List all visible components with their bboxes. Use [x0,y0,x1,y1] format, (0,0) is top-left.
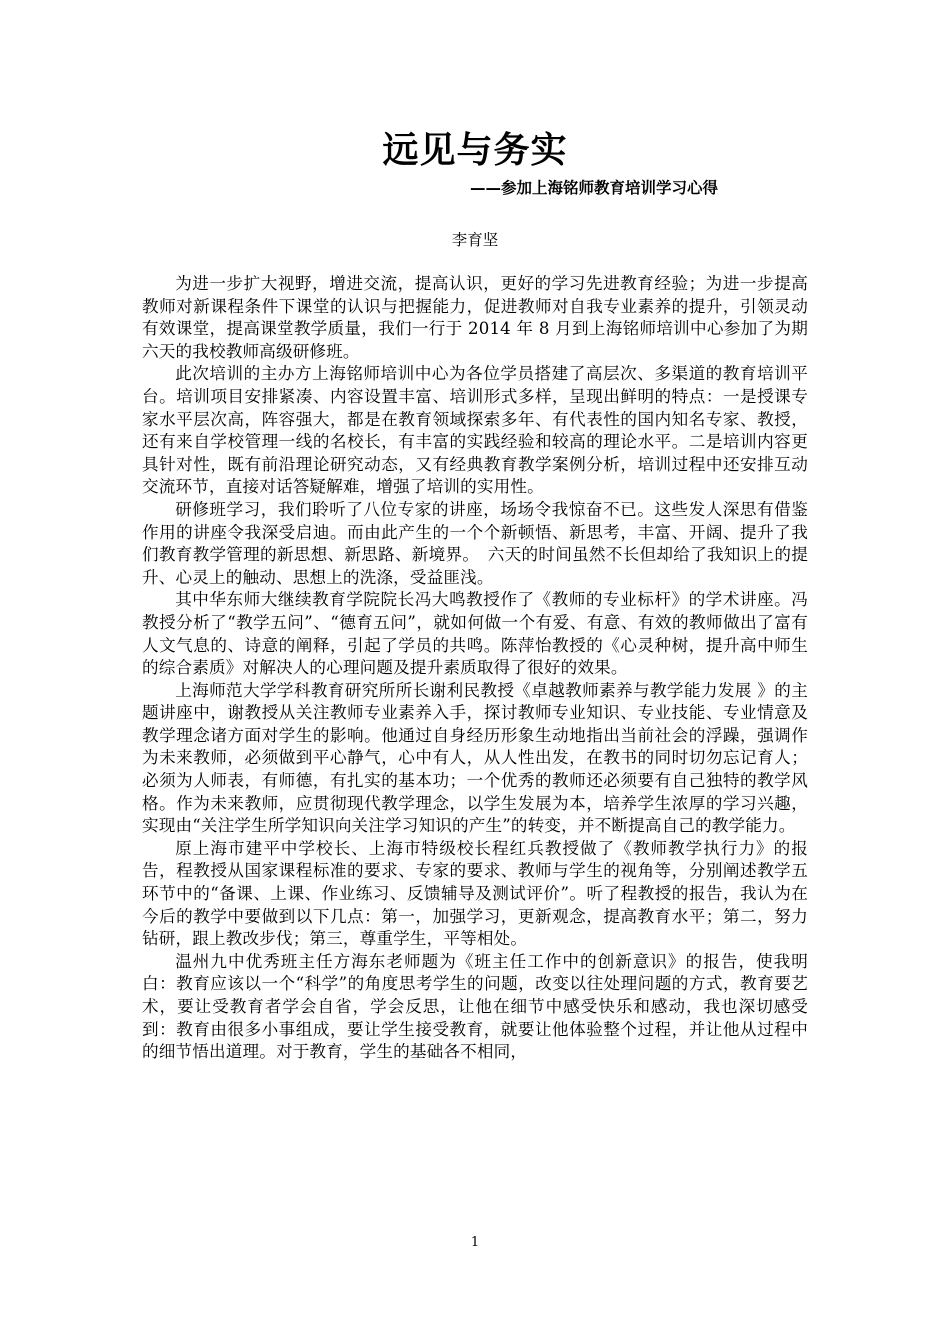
document-body [142,273,808,1064]
page-number: 1 [470,1235,480,1250]
paragraph: 上海师范大学学科教育研究所所长谢利民教授《卓越教师素养与教学能力发展 》的主题讲座中，谢教授从关注教师专业素养入手，探讨教师专业知识、专业技能、专业情意及教学理念诸方面对学生的影响。他通过自身经历形象生动地指出当前社会的浮躁，强调作为未来教师，必须做到平心静气，心中有人，从人性出发，在教书的同时切勿忘记育人；必须为人师表，有师德，有扎实的基本功；一个优秀的教师还必须要有自己独特的教学风格。作为未来教师，应贯彻现代教学理念，以学生发展为本，培养学生浓厚的学习兴趣，实现由“关注学生所学知识向关注学习知识的产生”的转变，并不断提高自己的教学能力。 [142,680,808,836]
paragraph: 此次培训的主办方上海铭师培训中心为各位学员搭建了高层次、多渠道的教育培训平台。培训项目安排紧凑、内容设置丰富、培训形式多样，呈现出鲜明的特点：一是授课专家水平层次高，阵容强大，都是在教育领域探索多年、有代表性的国内知名专家、教授，还有来自学校管理一线的名校长，有丰富的实践经验和较高的理论水平。二是培训内容更具针对性，既有前沿理论研究动态，又有经典教育教学案例分析，培训过程中还安排互动交流环节，直接对话答疑解难，增强了培训的实用性。 [142,364,808,497]
document-subtitle: ——参加上海铭师教育培训学习心得 [470,179,719,197]
paragraph: 原上海市建平中学校长、上海市特级校长程红兵教授做了《教师教学执行力》的报告，程教授从国家课程标准的要求、专家的要求、教师与学生的视角等，分别阐述教学五环节中的“备课、上课、作业练习、反馈辅导及测试评价”。听了程教授的报告，我认为在今后的教学中要做到以下几点：第一，加强学习，更新观念，提高教育水平；第二，努力钻研，跟上教改步伐；第三，尊重学生，平等相处。 [142,838,808,949]
paragraph: 温州九中优秀班主任方海东老师题为《班主任工作中的创新意识》的报告，使我明白：教育应该以一个“科学”的角度思考学生的问题，改变以往处理问题的方式，教育要艺术，要让受教育者学会自省，学会反思，让他在细节中感受快乐和感动，我也深切感受到：教育由很多小事组成，要让学生接受教育，就要让他体验整个过程，并让他从过程中的细节悟出道理。对于教育，学生的基础各不相同， [142,951,808,1062]
paragraph: 研修班学习，我们聆听了八位专家的讲座，场场令我惊奋不已。这些发人深思有借鉴作用的讲座令我深受启迪。而由此产生的一个个新顿悟、新思考，丰富、开阔、提升了我们教育教学管理的新思想、新思路、新境界。 六天的时间虽然不长但却给了我知识上的提升、心灵上的触动、思想上的洗涤，受益匪浅。 [142,499,808,587]
document-title: 远见与务实 [382,130,568,171]
document-author: 李育坚 [451,231,499,249]
paragraph: 其中华东师大继续教育学院院长冯大鸣教授作了《教师的专业标杆》的学术讲座。冯教授分析了“教学五问”、“德育五问”，就如何做一个有爱、有意、有效的教师做出了富有人文气息的、诗意的阐释，引起了学员的共鸣。陈萍怡教授的《心灵种树，提升高中师生的综合素质》对解决人的心理问题及提升素质取得了很好的效果。 [142,590,808,678]
paragraph: 为进一步扩大视野，增进交流，提高认识，更好的学习先进教育经验；为进一步提高教师对新课程条件下课堂的认识与把握能力，促进教师对自我专业素养的提升，引领灵动有效课堂，提高课堂教学质量，我们一行于 2014 年 8 月到上海铭师培训中心参加了为期六天的我校教师高级研修班。 [142,274,808,361]
